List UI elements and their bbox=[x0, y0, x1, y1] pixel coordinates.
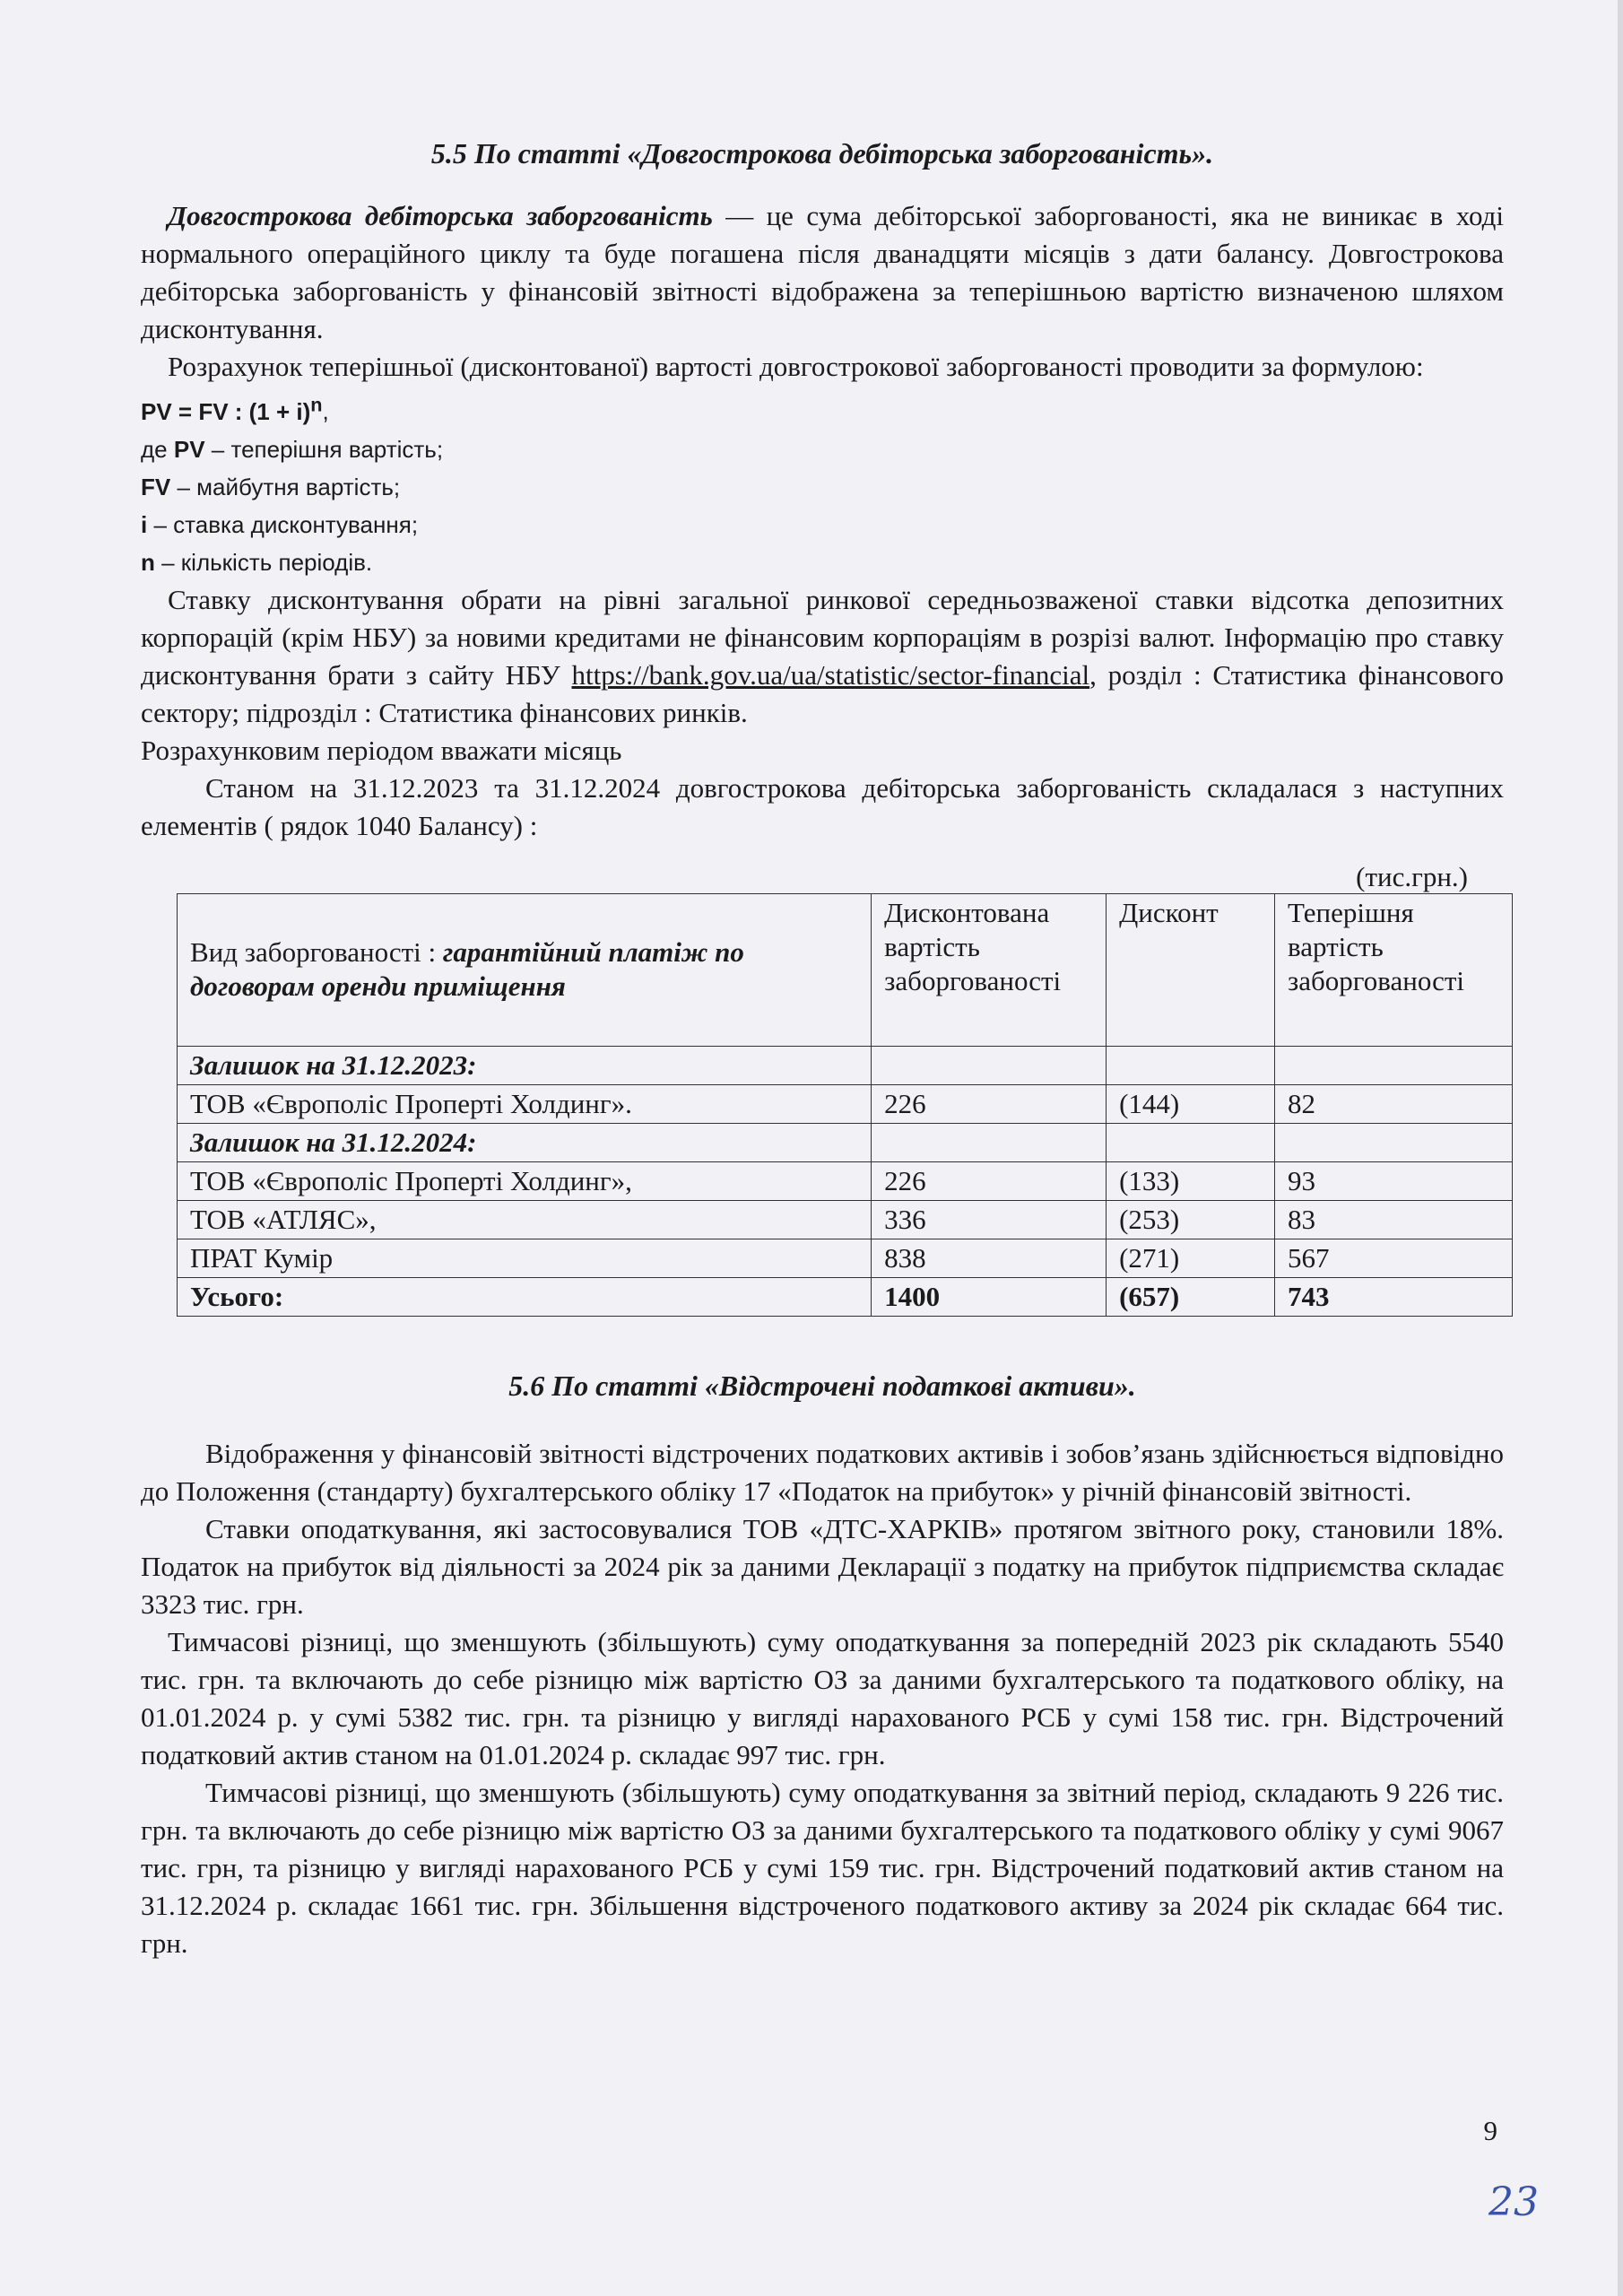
page-content bbox=[141, 135, 1504, 1962]
section-5-5-heading: 5.5 По статті «Довгострокова дебіторська заборгованість». bbox=[430, 137, 1214, 170]
formula-pv: де PV – теперішня вартість; bbox=[141, 435, 444, 463]
paragraph-temp-diff-2024: Тимчасові різниці, що зменшують (збільшують) суму оподаткування за звітний період, складають 9 226 тис. грн. та включають до себе різницю між вартістю ОЗ за даними бухгалтерського та податкового обліку у сумі 9067 тис. грн, та різницю у вигляді нарахованого РСБ у сумі 159 тис. грн. Відстрочений податковий актив станом на 31.12.2024 р. складає 1661 тис. грн. Збільшення відстроченого податкового активу за 2024 рік складає 664 тис. грн. bbox=[141, 1776, 1504, 1959]
row-value: (144) bbox=[1107, 1084, 1275, 1123]
row-value: 743 bbox=[1275, 1277, 1513, 1316]
row-value: (657) bbox=[1107, 1277, 1275, 1316]
definition-text: — це сума дебіторської заборгованості, яка не виникає в ході нормального операційного циклу та буде погашена після дванадцяти місяців з дати балансу. Довгострокова дебіторська заборгованість у фінансовій звітності відображена за теперішньою вартістю визначеною шляхом дисконтування. bbox=[141, 200, 1504, 344]
header-discount: Дисконт bbox=[1107, 893, 1275, 1046]
paragraph-tax-rates: Ставки оподаткування, які застосовувалися ТОВ «ДТС-ХАРКІВ» протягом звітного року, становили 18%. Податок на прибуток від діяльності за 2024 рік за даними Декларації з податку на прибуток підприємства складає 3323 тис. грн. bbox=[141, 1512, 1504, 1620]
row-value: 838 bbox=[872, 1239, 1107, 1277]
unit-label: (тис.грн.) bbox=[1356, 860, 1468, 892]
paragraph-deferred-tax-intro: Відображення у фінансовій звітності відстрочених податкових активів і зобов’язань здійснюється відповідно до Положення (стандарту) бухгалтерського обліку 17 «Податок на прибуток» у річній фінансовій звітності. bbox=[141, 1437, 1504, 1507]
row-label: Залишок на 31.12.2024: bbox=[178, 1123, 872, 1161]
row-label: ПРАТ Кумір bbox=[178, 1239, 872, 1277]
table-body bbox=[178, 1046, 1513, 1316]
row-value: (133) bbox=[1107, 1161, 1275, 1200]
row-value: 1400 bbox=[872, 1277, 1107, 1316]
row-label: ТОВ «Європоліс Проперті Холдинг», bbox=[178, 1161, 872, 1200]
row-value: 82 bbox=[1275, 1084, 1513, 1123]
paragraph-calculation: Розрахунок теперішньої (дисконтованої) вартості довгострокової заборгованості проводити за формулою: bbox=[168, 351, 1424, 382]
formula-main: PV = FV : $(1 + i)^n$, bbox=[141, 393, 329, 425]
row-value bbox=[872, 1123, 1107, 1161]
table-row bbox=[178, 1084, 1513, 1123]
paragraph-balance-intro: Станом на 31.12.2023 та 31.12.2024 довгострокова дебіторська заборгованість складалася з наступних елементів ( рядок 1040 Балансу) : bbox=[141, 771, 1504, 841]
row-value bbox=[1275, 1123, 1513, 1161]
row-value: 336 bbox=[872, 1200, 1107, 1239]
table-header-row bbox=[178, 893, 1513, 1046]
receivables-table bbox=[177, 893, 1513, 1317]
header-present-value: Теперішня вартість заборгованості bbox=[1275, 893, 1513, 1046]
formula-fv: FV – майбутня вартість; bbox=[141, 473, 401, 500]
handwritten-sheet-number: 23 bbox=[1488, 2179, 1539, 2225]
formula-i: i – ставка дисконтування; bbox=[141, 510, 419, 538]
header-debt-type: Вид заборгованості : гарантійний платіж по договорам оренди приміщення bbox=[178, 893, 872, 1046]
defined-term: Довгострокова дебіторська заборгованість bbox=[168, 200, 713, 231]
row-value: 226 bbox=[872, 1161, 1107, 1200]
table-row bbox=[178, 1239, 1513, 1277]
page-edge bbox=[1618, 0, 1623, 2296]
row-value bbox=[872, 1046, 1107, 1084]
table-row bbox=[178, 1123, 1513, 1161]
section-5-6-heading: 5.6 По статті «Відстрочені податкові активи». bbox=[508, 1369, 1136, 1402]
row-value: (253) bbox=[1107, 1200, 1275, 1239]
row-label: Усього: bbox=[178, 1277, 872, 1316]
table-row bbox=[178, 1277, 1513, 1316]
page-number: 9 bbox=[1483, 2115, 1497, 2146]
row-value: 93 bbox=[1275, 1161, 1513, 1200]
row-label: ТОВ «Європоліс Проперті Холдинг». bbox=[178, 1084, 872, 1123]
paragraph-definition bbox=[141, 197, 1504, 348]
formula-n: n – кількість періодів. bbox=[141, 548, 373, 576]
row-value: 83 bbox=[1275, 1200, 1513, 1239]
paragraph-period: Розрахунковим періодом вважати місяць bbox=[141, 734, 622, 766]
row-value bbox=[1107, 1046, 1275, 1084]
row-value: 567 bbox=[1275, 1239, 1513, 1277]
row-value: (271) bbox=[1107, 1239, 1275, 1277]
row-value: 226 bbox=[872, 1084, 1107, 1123]
header-discounted-value: Дисконтована вартість заборгованості bbox=[872, 893, 1107, 1046]
row-label: Залишок на 31.12.2023: bbox=[178, 1046, 872, 1084]
paragraph-discount-rate: Ставку дисконтування обрати на рівні загальної ринкової середньозваженої ставки відсотка депозитних корпорацій (крім НБУ) за новими кредитами не фінансовим корпораціям в розрізі валют. Інформацію про ставку дисконтування брати з сайту НБУ https://bank.gov.ua/ua/statistic/sector-financial, розділ : Статистика фінансового сектору; підрозділ : Статистика фінансових ринків. bbox=[141, 583, 1504, 728]
table-row bbox=[178, 1161, 1513, 1200]
table-row bbox=[178, 1200, 1513, 1239]
table-row bbox=[178, 1046, 1513, 1084]
row-value bbox=[1107, 1123, 1275, 1161]
row-value bbox=[1275, 1046, 1513, 1084]
row-label: ТОВ «АТЛЯС», bbox=[178, 1200, 872, 1239]
formula-block bbox=[141, 386, 1504, 581]
paragraph-temp-diff-2023: Тимчасові різниці, що зменшують (збільшують) суму оподаткування за попередній 2023 рік складають 5540 тис. грн. та включають до себе різницю між вартістю ОЗ за даними бухгалтерського та податкового обліку, на 01.01.2024 р. у сумі 5382 тис. грн. та різницю у вигляді нарахованого РСБ у сумі 158 тис. грн. Відстрочений податковий актив станом на 01.01.2024 р. складає 997 тис. грн. bbox=[141, 1625, 1504, 1770]
nbu-link[interactable]: https://bank.gov.ua/ua/statistic/sector-financial bbox=[571, 658, 1090, 691]
